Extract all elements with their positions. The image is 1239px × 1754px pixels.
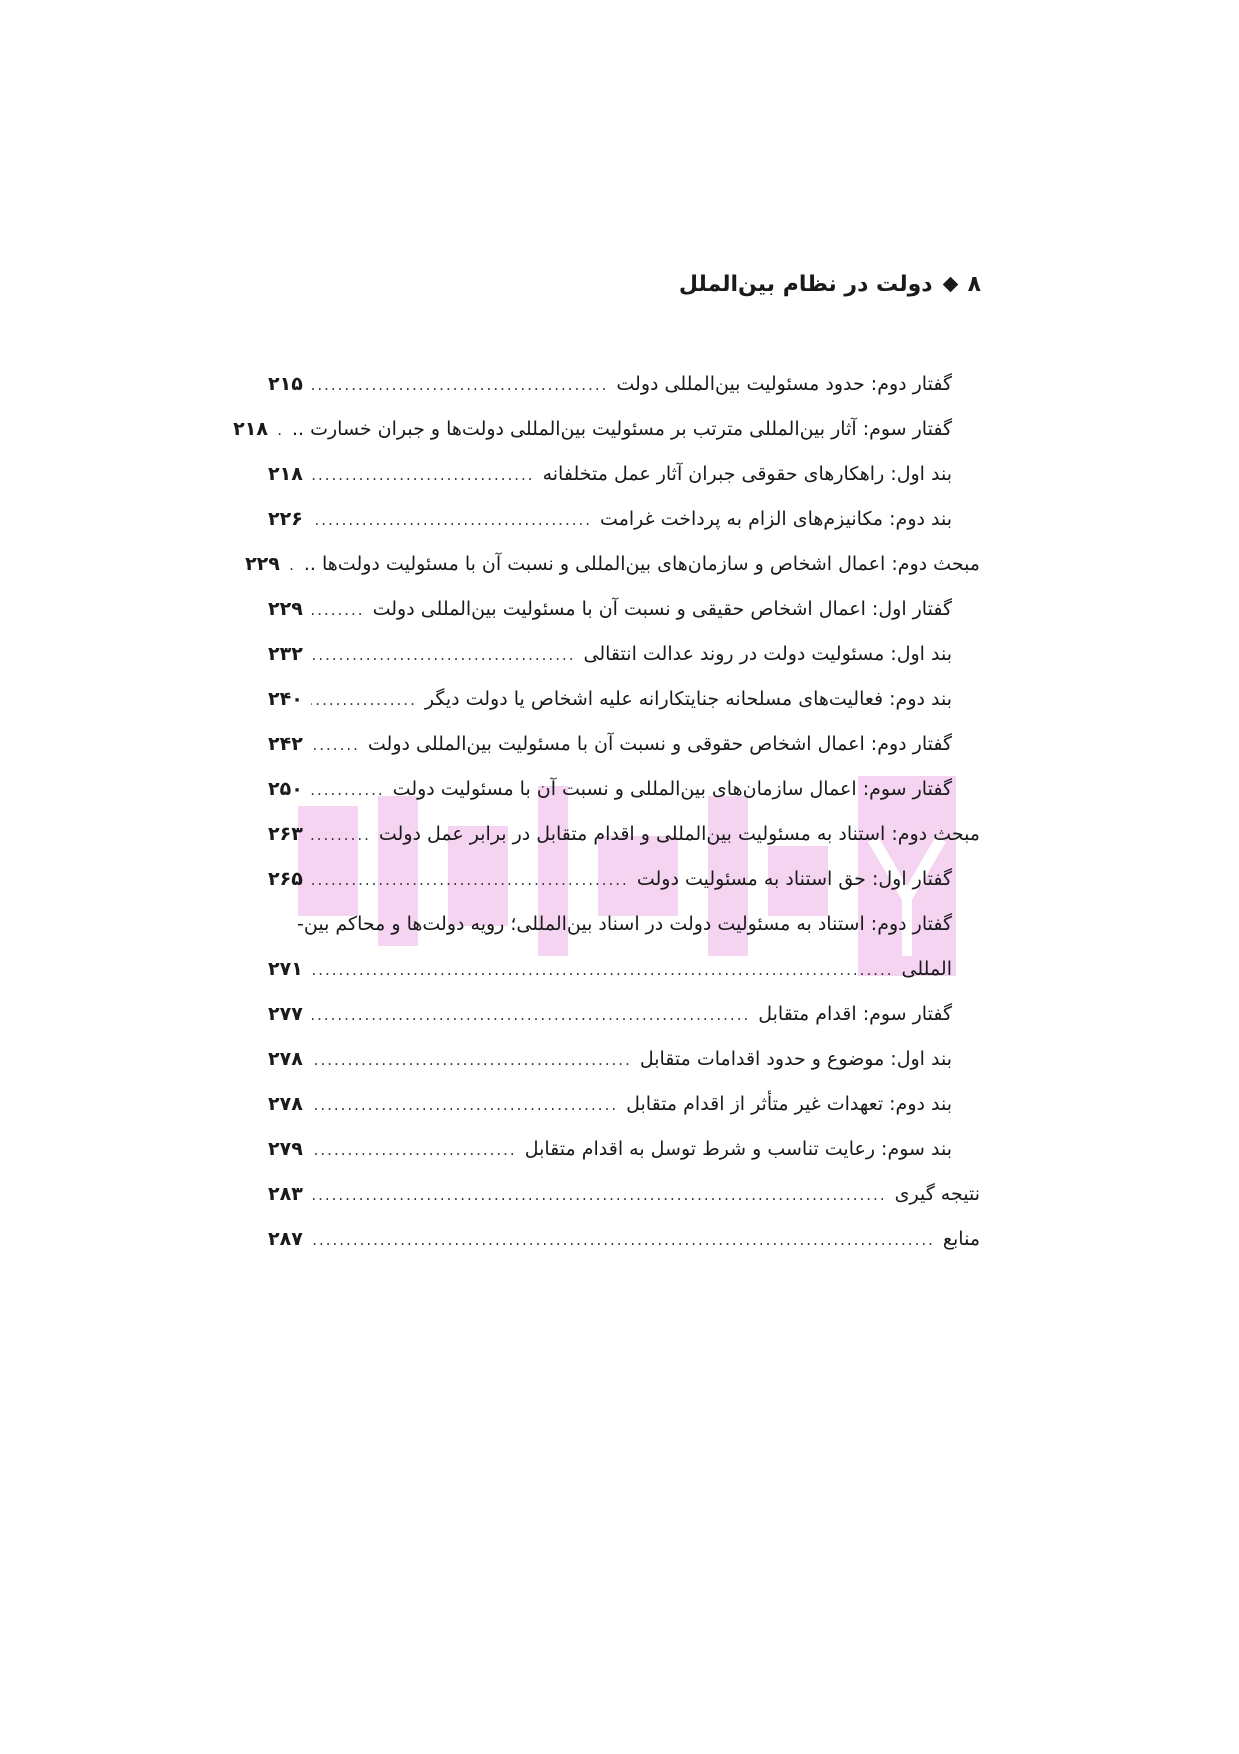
dot-leader: [311, 858, 629, 903]
table-of-contents: [233, 362, 980, 1262]
dot-leader: [311, 363, 609, 408]
toc-entry-page: ۲۶۳: [268, 823, 303, 845]
dot-leader: [311, 498, 592, 543]
toc-entry-page: ۲۷۷: [268, 1003, 303, 1025]
toc-entry[interactable]: [268, 902, 980, 947]
toc-entry-title: گفتار سوم: آثار بین‌المللی مترتب بر مسئولیت بین‌المللی دولت‌ها و جبران خسارت ..: [291, 418, 952, 440]
toc-entry-title: بند دوم: فعالیت‌های مسلحانه جنایتکارانه علیه اشخاص یا دولت دیگر: [424, 688, 952, 710]
toc-entry-page: ۲۲۹: [268, 598, 303, 620]
toc-entry-title: بند دوم: تعهدات غیر متأثر از اقدام متقابل: [626, 1093, 952, 1115]
toc-entry-title: مبحث دوم: استناد به مسئولیت بین‌المللی و اقدام متقابل در برابر عمل دولت: [378, 823, 980, 845]
toc-entry-page: ۲۱۸: [233, 418, 268, 440]
toc-entry[interactable]: [245, 542, 980, 587]
dot-leader: [311, 633, 576, 678]
page-number: ۸: [967, 272, 981, 297]
page-header: [679, 272, 981, 297]
toc-entry-page: ۲۱۵: [268, 373, 303, 395]
dot-leader: [311, 1038, 632, 1083]
running-title: دولت در نظام بین‌الملل: [678, 272, 933, 297]
toc-entry[interactable]: [268, 677, 980, 722]
toc-entry[interactable]: [268, 992, 980, 1037]
dot-leader: [311, 1173, 887, 1218]
toc-entry-title: گفتار دوم: اعمال اشخاص حقوقی و نسبت آن با مسئولیت بین‌المللی دولت: [367, 733, 952, 755]
toc-entry[interactable]: [268, 587, 980, 632]
toc-entry-page: ۲۲۹: [245, 553, 280, 575]
diamond-icon: [942, 277, 958, 293]
dot-leader: [311, 1128, 517, 1173]
toc-entry[interactable]: [233, 407, 980, 452]
toc-entry-page: ۲۵۰: [268, 778, 303, 800]
dot-leader: [311, 678, 417, 723]
toc-entry[interactable]: [268, 1127, 980, 1172]
toc-entry-title: گفتار اول: اعمال اشخاص حقیقی و نسبت آن با مسئولیت بین‌المللی دولت: [372, 598, 952, 620]
toc-entry-page: ۲۷۸: [268, 1048, 303, 1070]
toc-entry-page: ۲۸۷: [268, 1228, 303, 1250]
toc-entry[interactable]: [268, 767, 980, 812]
toc-entry-title: بند سوم: رعایت تناسب و شرط توسل به اقدام متقابل: [524, 1138, 952, 1160]
toc-entry[interactable]: [268, 857, 980, 902]
toc-entry[interactable]: [268, 1082, 980, 1127]
toc-entry-title: بند دوم: مکانیزم‌های الزام به پرداخت غرامت: [600, 508, 952, 530]
toc-entry[interactable]: [268, 452, 980, 497]
dot-leader: [311, 588, 365, 633]
toc-entry[interactable]: [268, 722, 980, 767]
toc-entry-title: گفتار دوم: استناد به مسئولیت دولت در اسناد بین‌المللی؛ رویه دولت‌ها و محاکم بین-: [297, 913, 952, 935]
toc-entry-title: گفتار اول: حق استناد به مسئولیت دولت: [636, 868, 952, 890]
toc-entry-title: بند اول: موضوع و حدود اقدامات متقابل: [639, 1048, 952, 1070]
dot-leader: [311, 813, 371, 858]
toc-entry-page: ۲۱۸: [268, 463, 303, 485]
dot-leader: [311, 723, 360, 768]
toc-entry-title: منابع: [942, 1228, 980, 1250]
toc-entry-continued[interactable]: [268, 947, 980, 992]
toc-entry-title: المللی: [901, 958, 952, 980]
dot-leader: [311, 993, 750, 1038]
toc-entry-page: ۲۷۹: [268, 1138, 303, 1160]
toc-entry[interactable]: [268, 1037, 980, 1082]
dot-leader: [311, 948, 894, 993]
dot-leader: [311, 1218, 935, 1263]
toc-entry-title: بند اول: مسئولیت دولت در روند عدالت انتقالی: [583, 643, 952, 665]
toc-entry[interactable]: [268, 1217, 980, 1262]
toc-entry[interactable]: [268, 632, 980, 677]
toc-entry[interactable]: [268, 812, 980, 857]
dot-leader: [311, 1083, 618, 1128]
toc-entry-page: ۲۴۰: [268, 688, 303, 710]
toc-entry[interactable]: [268, 497, 980, 542]
toc-entry-page: ۲۴۲: [268, 733, 303, 755]
dot-leader: [311, 453, 535, 498]
toc-entry-title: گفتار دوم: حدود مسئولیت بین‌المللی دولت: [616, 373, 952, 395]
dot-leader: [288, 543, 296, 588]
toc-entry-page: ۲۷۱: [268, 958, 303, 980]
toc-entry-title: گفتار سوم: اقدام متقابل: [758, 1003, 952, 1025]
toc-entry[interactable]: [268, 362, 980, 407]
toc-entry-page: ۲۳۲: [268, 643, 303, 665]
toc-entry-title: نتیجه گیری: [894, 1183, 980, 1205]
dot-leader: [276, 408, 284, 453]
toc-entry-title: بند اول: راهکارهای حقوقی جبران آثار عمل متخلفانه: [542, 463, 952, 485]
toc-entry-page: ۲۲۶: [268, 508, 303, 530]
toc-entry-page: ۲۷۸: [268, 1093, 303, 1115]
toc-entry-page: ۲۶۵: [268, 868, 303, 890]
toc-entry-title: مبحث دوم: اعمال اشخاص و سازمان‌های بین‌المللی و نسبت آن با مسئولیت دولت‌ها ..: [303, 553, 980, 575]
dot-leader: [311, 768, 385, 813]
toc-entry-title: گفتار سوم: اعمال سازمان‌های بین‌المللی و نسبت آن با مسئولیت دولت: [392, 778, 952, 800]
toc-entry-page: ۲۸۳: [268, 1183, 303, 1205]
toc-entry[interactable]: [268, 1172, 980, 1217]
